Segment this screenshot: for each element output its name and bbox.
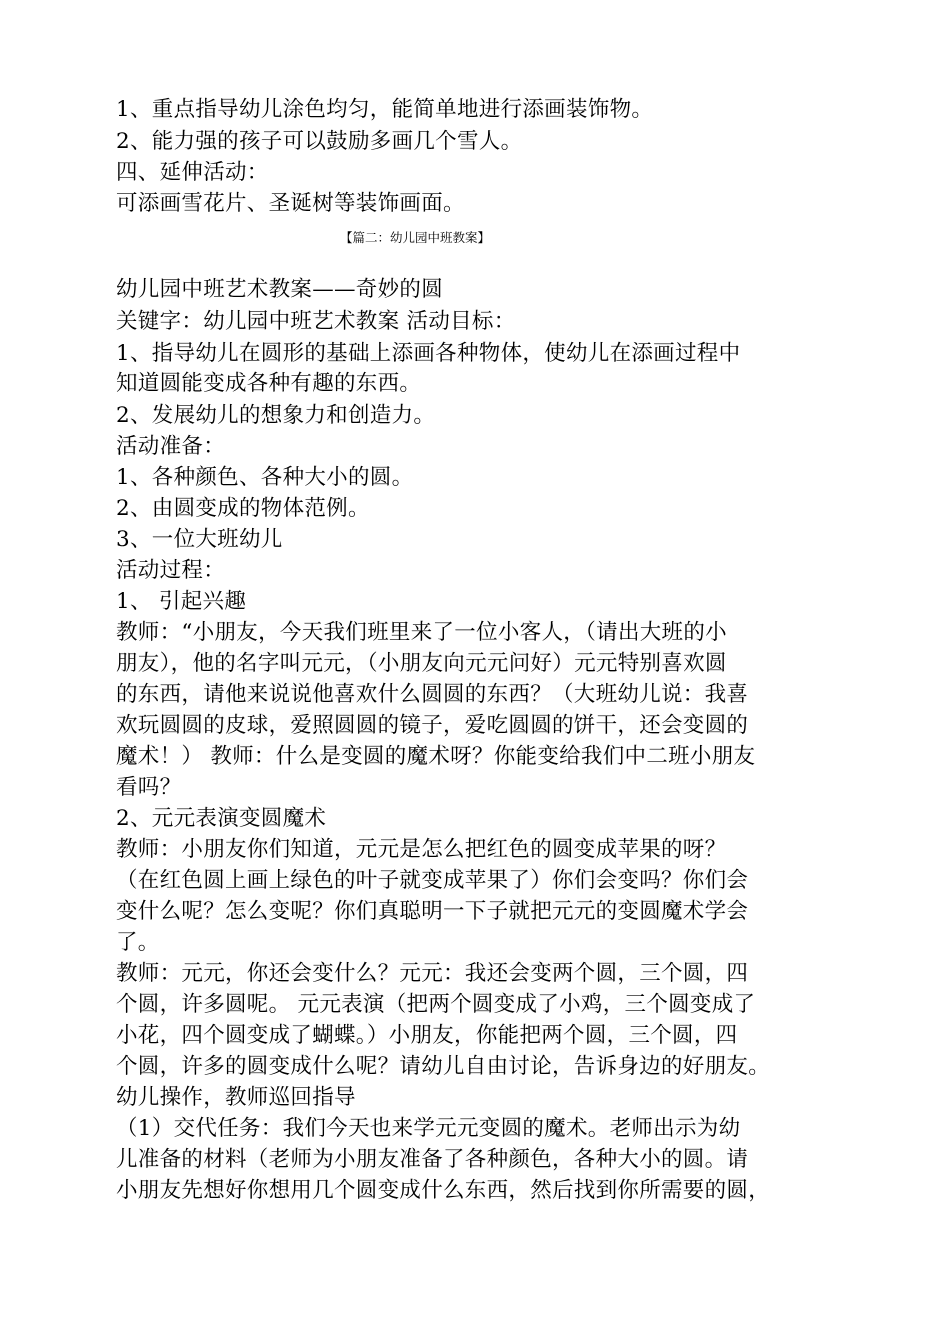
article-title	[0, 229, 950, 247]
text-line: 知道圆能变成各种有趣的东西。	[116, 371, 422, 396]
text-line: 欢玩圆圆的皮球，爱照圆圆的镜子，爱吃圆圆的饼干，还会变圆的	[116, 713, 749, 738]
text-line: 1、各种颜色、各种大小的圆。	[116, 465, 414, 490]
text-line: 小花，四个圆变成了蝴蝶。）小朋友，你能把两个圆，三个圆，四	[116, 1023, 738, 1048]
text-line: 个圆，许多的圆变成什么呢？请幼儿自由讨论，告诉身边的好朋友。	[116, 1054, 771, 1079]
text-line: 的东西，请他来说说他喜欢什么圆圆的东西？（大班幼儿说：我喜	[116, 682, 749, 707]
text-line: 可添画雪花片、圣诞树等装饰画面。	[116, 191, 465, 216]
text-line: 2、发展幼儿的想象力和创造力。	[116, 403, 436, 428]
text-line: 1、重点指导幼儿涂色均匀，能简单地进行添画装饰物。	[116, 97, 654, 122]
text-line: 看吗？	[116, 775, 182, 800]
text-line: （在红色圆上画上绿色的叶子就变成苹果了）你们会变吗？你们会	[116, 868, 749, 893]
text-line: 四、延伸活动：	[116, 160, 269, 185]
text-line: 儿准备的材料（老师为小朋友准备了各种颜色，各种大小的圆。请	[116, 1147, 749, 1172]
text-line: 朋友），他的名字叫元元，（小朋友向元元问好）元元特别喜欢圆	[116, 651, 727, 676]
text-line: 魔术！） 教师：什么是变圆的魔术呀？你能变给我们中二班小朋友	[116, 744, 756, 769]
text-line: 活动准备：	[116, 434, 226, 459]
text-line: 个圆，许多圆呢。 元元表演（把两个圆变成了小鸡，三个圆变成了	[116, 992, 756, 1017]
text-line: 幼儿园中班艺术教案——奇妙的圆	[116, 277, 444, 302]
text-line: 教师：元元，你还会变什么？元元：我还会变两个圆，三个圆，四	[116, 961, 749, 986]
text-line: 幼儿操作，教师巡回指导	[116, 1085, 356, 1110]
text-line: 1、指导幼儿在圆形的基础上添画各种物体，使幼儿在添画过程中	[116, 341, 741, 366]
text-line: 1、 引起兴趣	[116, 589, 247, 614]
text-line: 3、一位大班幼儿	[116, 527, 283, 552]
text-line: 2、由圆变成的物体范例。	[116, 496, 370, 521]
text-line: 变什么呢？怎么变呢？你们真聪明一下子就把元元的变圆魔术学会	[116, 899, 749, 924]
text-line: 了。	[116, 930, 160, 955]
article-title-text: 【篇二：幼儿园中班教案】	[339, 230, 490, 245]
text-line: 2、能力强的孩子可以鼓励多画几个雪人。	[116, 129, 523, 154]
text-line: 教师：小朋友你们知道，元元是怎么把红色的圆变成苹果的呀？	[116, 837, 727, 862]
text-line: 2、元元表演变圆魔术	[116, 806, 327, 831]
text-line: 关键字：幼儿园中班艺术教案 活动目标：	[116, 309, 516, 334]
text-line: 小朋友先想好你想用几个圆变成什么东西，然后找到你所需要的圆，	[116, 1178, 771, 1203]
text-line: （1）交代任务：我们今天也来学元元变圆的魔术。老师出示为幼	[116, 1116, 741, 1141]
text-line: 活动过程：	[116, 558, 226, 583]
text-line: 教师：“小朋友，今天我们班里来了一位小客人，（请出大班的小	[116, 620, 727, 645]
